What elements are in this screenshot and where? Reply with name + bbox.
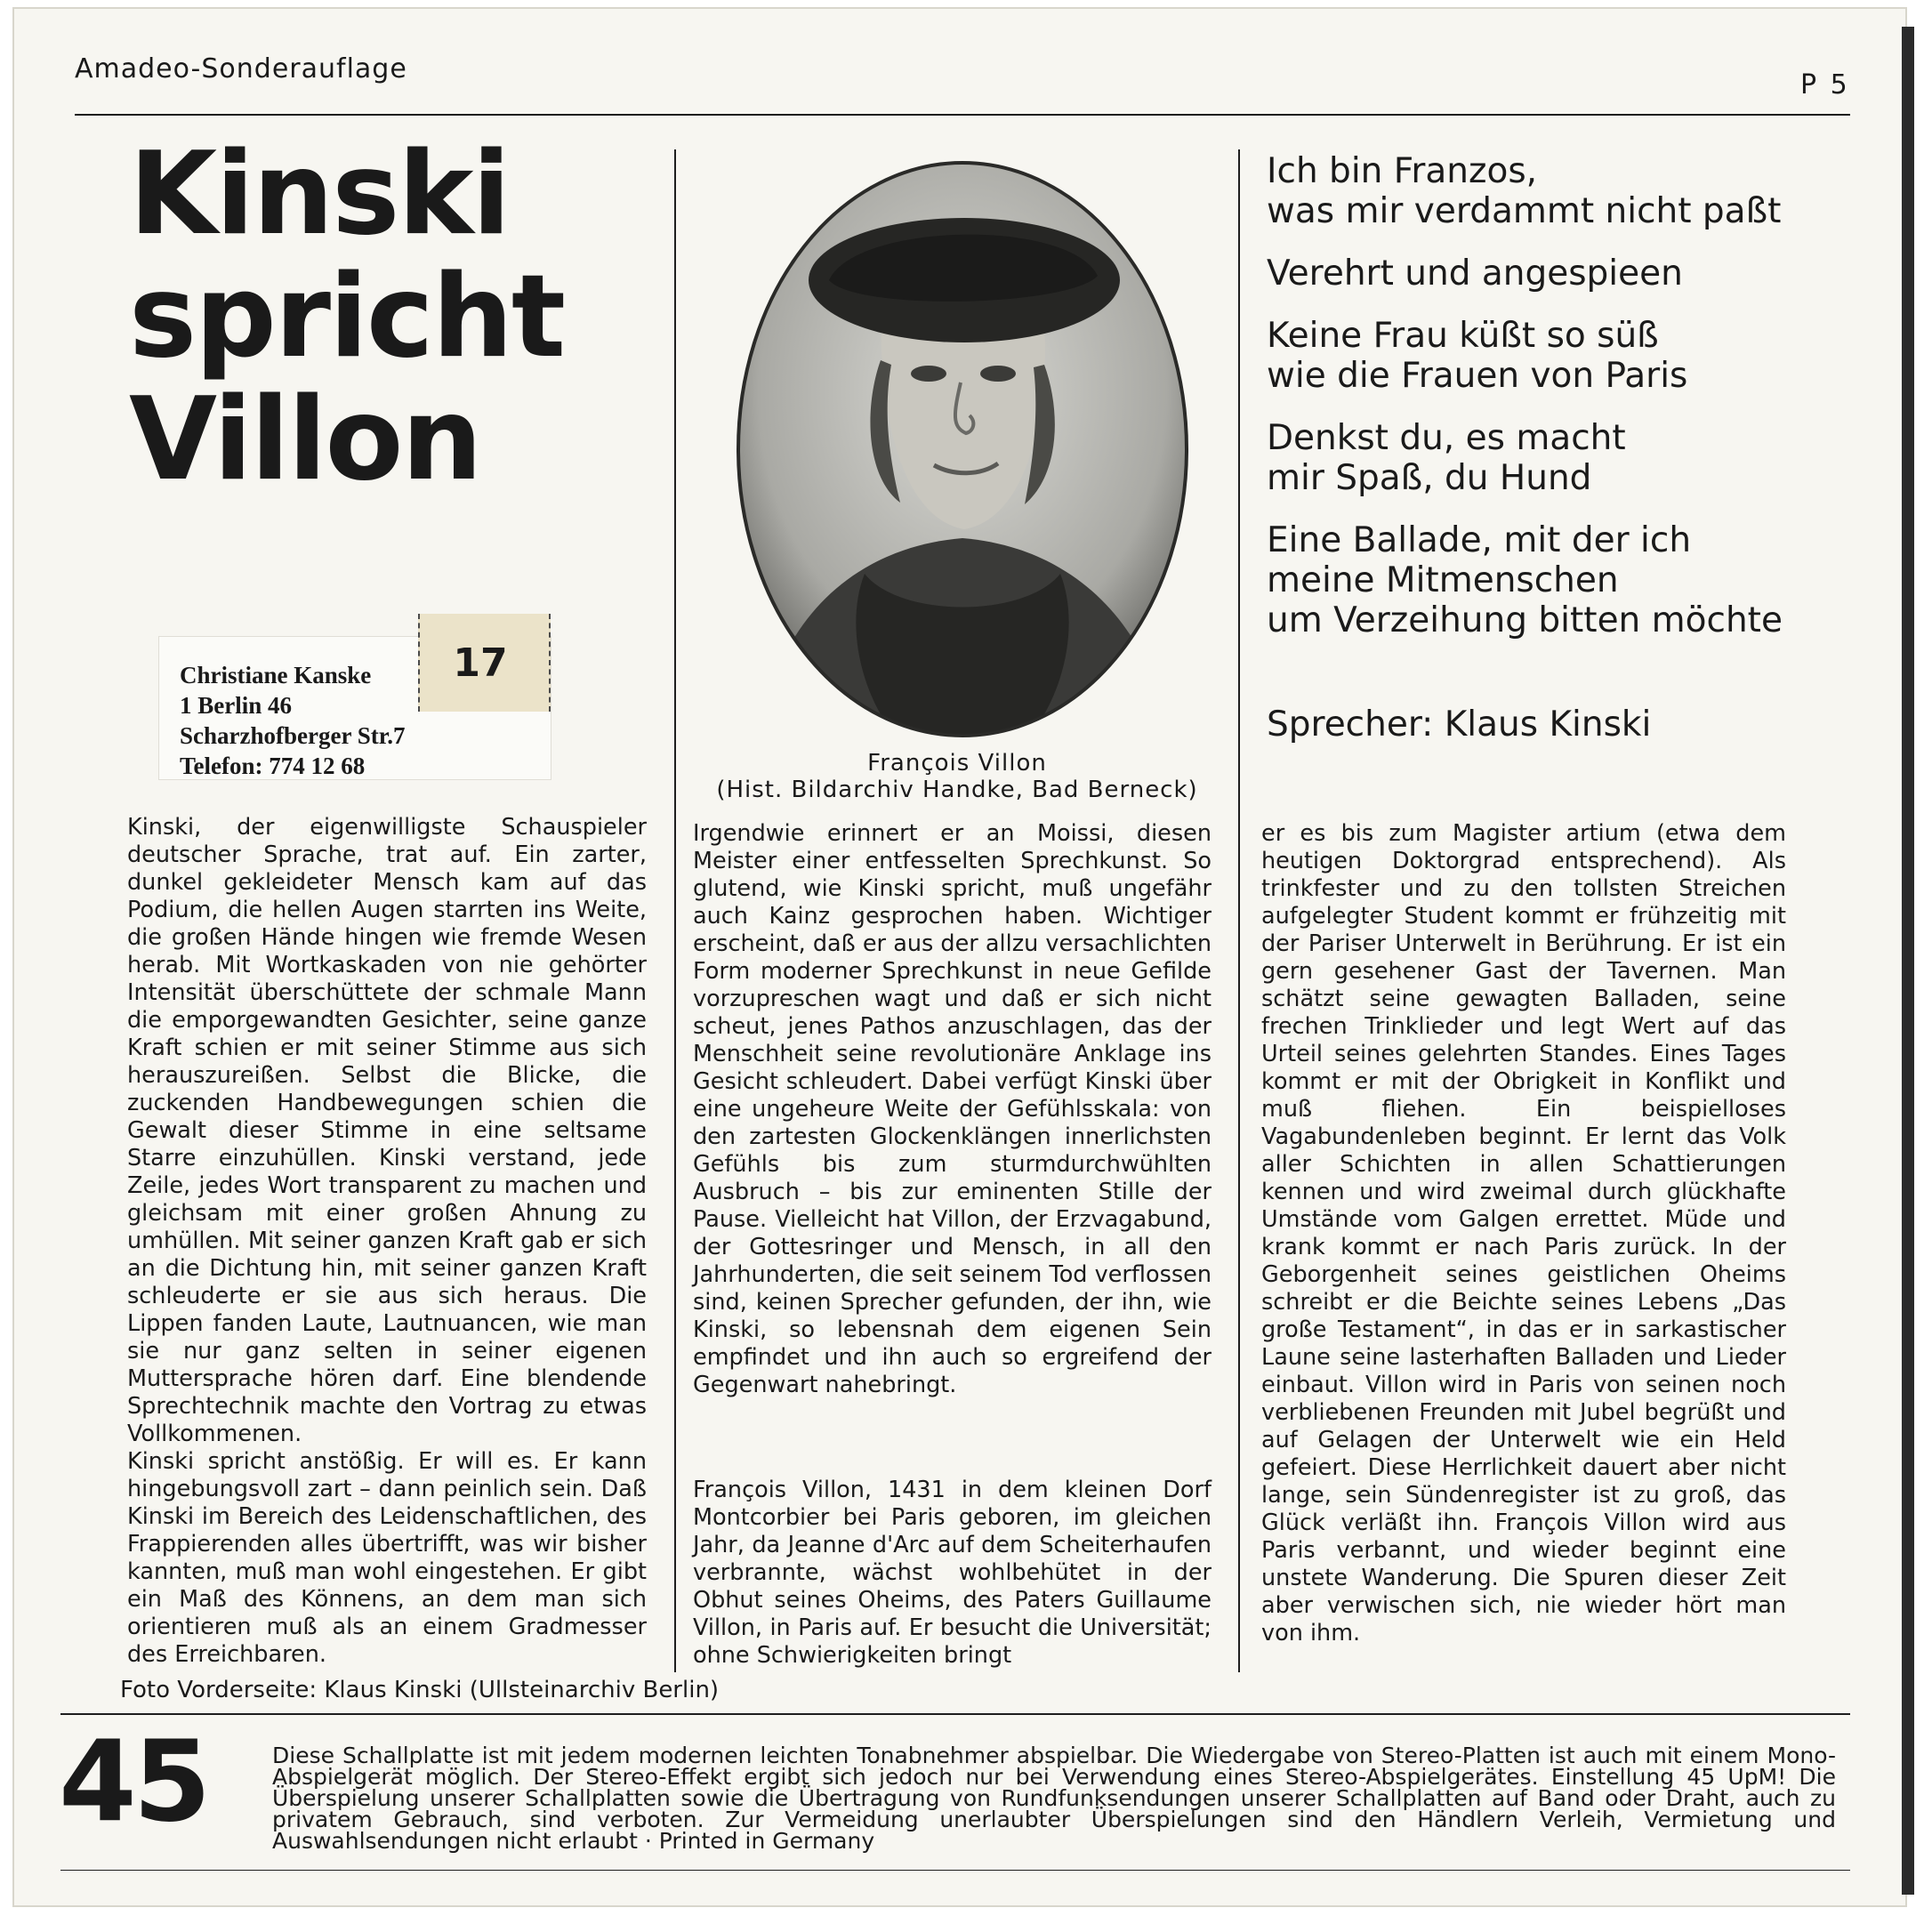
track-item — [1267, 151, 1889, 231]
owner-street: Scharzhofberger Str.7 — [180, 722, 406, 749]
text-column-1 — [127, 814, 647, 1669]
footer-rule — [60, 1713, 1850, 1715]
paragraph: Kinski, der eigenwilligste Schauspieler deutscher Sprache, trat auf. Ein zarter, dunkel gekleideter Mensch kam auf das Podium, die hellen Augen starrten ins Weite, die großen Hände hingen wie fremde Wesen herab. Mit Wortkaskaden von nie gehörter Intensität überschüttete der schmale Mann die emporgewandten Gesichter, seine ganze Kraft schien er mit seiner Stimme aus sich herauszureißen. Selbst die Blicke, die zuckenden Handbewegungen schien die Gewalt dieser Stimme in eine seltsame Starre einzuhüllen. Kinski verstand, jede Zeile, jedes Wort transparent zu machen und gleichsam mit einer großen Ahnung zu umhüllen. Mit seiner ganzen Kraft gab er sich an die Dichtung hin, mit seiner ganzen Kraft schleuderte er sie aus sich heraus. Die Lippen fanden Laute, Lautnuancen, wie man sie nur ganz selten in seiner eigenen Muttersprache hören darf. Eine blendende Sprechtechnik machte den Vortrag zu etwas Vollkommenen. — [127, 814, 647, 1447]
portrait-caption — [690, 750, 1224, 803]
track-list — [1267, 151, 1889, 663]
column-divider-right — [1238, 149, 1240, 1672]
sleeve-edge — [1902, 27, 1914, 1895]
paragraph: er es bis zum Magister artium (etwa dem heutigen Doktorgrad entsprechend). Als trinkfester und zu den tollsten Streichen aufgelegter Student kommt er frühzeitig mit der Pariser Unterwelt in Berührung. Er ist ein gern gesehener Gast der Tavernen. Man schätzt seine gewagten Balladen, seine frechen Trinklieder und legt Wert auf das Urteil seines gelehrten Standes. Eines Tages kommt er mit der Obrigkeit in Konflikt und muß fliehen. Ein beispielloses Vagabundenleben beginnt. Er lernt das Volk aller Schichten in allen Schattierungen kennen und wird zweimal durch glückhafte Umstände vom Galgen errettet. Müde und krank kommt er nach Paris zurück. In der Geborgenheit seines geistlichen Oheims schreibt er die Beichte seines Lebens „Das große Testament“, in das er in sarkastischer Laune seine lasterhaften Balladen und Lieder einbaut. Villon wird in Paris von seinen noch verbliebenen Freunden mit Jubel begrüßt und auf Gelagen der Unterwelt wie ein Held gefeiert. Diese Herrlichkeit dauert aber nicht lange, sein Sündenregister ist zu groß, das Glück verläßt ihn. François Villon wird aus Paris verbannt, und wieder beginnt eine unstete Wanderung. Die Spuren dieser Zeit aber verwischen sich, nie wieder hört man von ihm. — [1261, 820, 1786, 1646]
track-line: um Verzeihung bitten möchte — [1267, 600, 1783, 640]
column-divider-left — [674, 149, 676, 1672]
caption-source: (Hist. Bildarchiv Handke, Bad Berneck) — [716, 777, 1198, 803]
track-line: wie die Frauen von Paris — [1267, 356, 1688, 396]
owner-city: 1 Berlin 46 — [180, 692, 292, 719]
track-line: Denkst du, es macht — [1267, 418, 1626, 458]
owner-phone: Telefon: 774 12 68 — [180, 753, 366, 779]
portrait-engraving-icon — [731, 156, 1194, 746]
rpm-badge: 45 — [59, 1716, 208, 1847]
track-line: Ich bin Franzos, — [1267, 151, 1538, 191]
sticker-number: 17 — [453, 640, 508, 686]
legal-disclaimer: Diese Schallplatte ist mit jedem modernen leichten Tonabnehmer abspielbar. Die Wiedergabe von Stereo-Platten ist auch mit einem Mono-Abspielgerät möglich. Der Stereo-Effekt ergibt sich jedoch nur bei Verwendung eines Stereo-Abspielgerätes. Einstellung 45 UpM! Die Überspielung unserer Schallplatten sowie die Übertragung von Rundfunksendungen unserer Schallplatten auf Band oder Draht, auch zu privatem Gebrauch, sind verboten. Zur Vermeidung unerlaubter Überspielungen sind den Händlern Verleih, Vermietung und Auswahlsendungen nicht erlaubt · Printed in Germany — [272, 1743, 1836, 1854]
bottom-rule — [60, 1870, 1850, 1871]
track-line: Verehrt und angespieen — [1267, 254, 1683, 294]
track-item — [1267, 520, 1889, 640]
track-line: Eine Ballade, mit der ich — [1267, 520, 1692, 560]
owner-name: Christiane Kanske — [180, 662, 372, 688]
title-line-1: Kinski — [129, 128, 510, 261]
photo-credit: Foto Vorderseite: Klaus Kinski (Ullsteinarchiv Berlin) — [120, 1677, 720, 1703]
text-column-2 — [693, 820, 1212, 1399]
catalog-number: P 5 — [1800, 69, 1850, 101]
album-title — [129, 128, 564, 506]
track-line: meine Mitmenschen — [1267, 560, 1619, 600]
track-item — [1267, 418, 1889, 498]
paragraph: François Villon, 1431 in dem kleinen Dorf Montcorbier bei Paris geboren, im gleichen Jahr, da Jeanne d'Arc auf dem Scheiterhaufen verbrannte, wächst wohlbehütet in der Obhut seines Oheims, des Paters Guillaume Villon, in Paris auf. Er besucht die Universität; ohne Schwierigkeiten bringt — [693, 1477, 1212, 1669]
header-rule — [75, 114, 1850, 116]
title-line-2: spricht — [129, 251, 564, 383]
text-column-2-continued — [693, 1477, 1212, 1670]
label-name: Amadeo-Sonderauflage — [75, 53, 407, 85]
track-line: mir Spaß, du Hund — [1267, 458, 1592, 498]
title-line-3: Villon — [129, 374, 481, 506]
paragraph: Kinski spricht anstößig. Er will es. Er kann hingebungsvoll zart – dann peinlich sein. Daß Kinski im Bereich des Leidenschaftlichen, des Frappierenden alles übertrifft, was wir bisher kannten, muß man wohl eingestehen. Er gibt ein Maß des Könnens, an dem man sich orientieren muß als an einem Gradmesser des Erreichbaren. — [127, 1448, 647, 1668]
speaker-credit: Sprecher: Klaus Kinski — [1267, 704, 1652, 745]
track-item — [1267, 254, 1889, 294]
track-line: was mir verdammt nicht paßt — [1267, 191, 1782, 231]
track-line: Keine Frau küßt so süß — [1267, 316, 1659, 356]
caption-name: François Villon — [867, 750, 1047, 777]
text-column-3 — [1261, 820, 1786, 1647]
paragraph: Irgendwie erinnert er an Moissi, diesen Meister einer entfesselten Sprechkunst. So glutend, wie Kinski spricht, muß ungefähr auch Kainz gesprochen haben. Wichtiger erscheint, daß er aus der allzu versachlichten Form moderner Sprechkunst in neue Gefilde vorzupreschen wagt und daß er sich nicht scheut, jenes Pathos anzuschlagen, das der Menschheit seine revolutionäre Anklage ins Gesicht schleudert. Dabei verfügt Kinski über eine ungeheure Weite der Gefühlsskala: von den zartesten Glockenklängen innerlichsten Gefühls bis zum sturmdurchwühlten Ausbruch – bis zur eminenten Stille der Pause. Vielleicht hat Villon, der Erzvagabund, der Gottesringer und Mensch, in all den Jahrhunderten, die seit seinem Tod verflossen sind, keinen Sprecher gefunden, der ihn, wie Kinski, so lebensnah dem eigenen Sein empfindet und ihn auch so ergreifend der Gegenwart nahebringt. — [693, 820, 1212, 1398]
track-item — [1267, 316, 1889, 396]
address-block — [180, 660, 405, 781]
